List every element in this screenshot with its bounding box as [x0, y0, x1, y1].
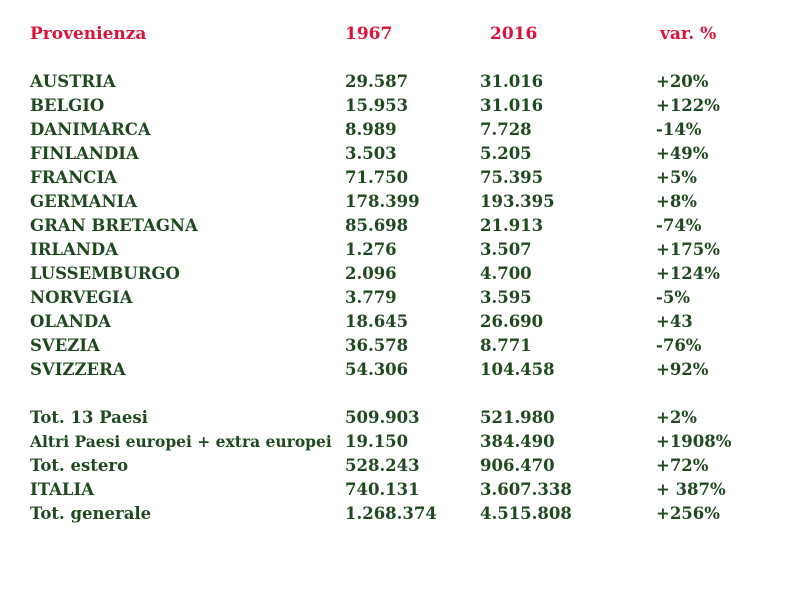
row-name: FINLANDIA — [30, 144, 139, 163]
row-value-1967: 15.953 — [345, 96, 409, 115]
row-name: SVEZIA — [30, 336, 100, 355]
header-provenienza: Provenienza — [30, 24, 147, 44]
totals-variation: +1908% — [656, 432, 732, 451]
totals-row — [0, 430, 800, 454]
row-value-2016: 31.016 — [480, 96, 544, 115]
row-variation: +20% — [656, 72, 709, 91]
row-variation: +8% — [656, 192, 697, 211]
row-name: GRAN BRETAGNA — [30, 216, 198, 235]
table-row — [0, 166, 800, 190]
row-variation: +92% — [656, 360, 709, 379]
totals-variation: +72% — [656, 456, 709, 475]
totals-value-2016: 4.515.808 — [480, 504, 572, 523]
table-row — [0, 94, 800, 118]
table-row — [0, 358, 800, 382]
row-variation: +5% — [656, 168, 697, 187]
totals-name: Altri Paesi europei + extra europei — [30, 432, 332, 451]
row-value-2016: 3.507 — [480, 240, 532, 259]
header-year-2016: 2016 — [490, 24, 538, 44]
row-value-2016: 5.205 — [480, 144, 532, 163]
row-value-2016: 8.771 — [480, 336, 532, 355]
row-variation: +43 — [656, 312, 693, 331]
row-name: AUSTRIA — [30, 72, 116, 91]
row-value-1967: 71.750 — [345, 168, 409, 187]
totals-value-1967: 1.268.374 — [345, 504, 437, 523]
row-value-2016: 3.595 — [480, 288, 532, 307]
row-value-1967: 29.587 — [345, 72, 409, 91]
row-value-1967: 3.503 — [345, 144, 397, 163]
row-variation: +124% — [656, 264, 720, 283]
row-value-2016: 104.458 — [480, 360, 555, 379]
totals-row — [0, 454, 800, 478]
row-value-1967: 85.698 — [345, 216, 409, 235]
totals-variation: + 387% — [656, 480, 726, 499]
row-value-2016: 31.016 — [480, 72, 544, 91]
row-value-1967: 8.989 — [345, 120, 397, 139]
row-value-1967: 36.578 — [345, 336, 409, 355]
totals-name: Tot. generale — [30, 504, 152, 523]
row-variation: +122% — [656, 96, 720, 115]
row-value-2016: 4.700 — [480, 264, 532, 283]
totals-value-2016: 3.607.338 — [480, 480, 572, 499]
row-name: GERMANIA — [30, 192, 138, 211]
table-row — [0, 70, 800, 94]
row-value-2016: 193.395 — [480, 192, 555, 211]
table-row — [0, 310, 800, 334]
table-row — [0, 190, 800, 214]
row-variation: +49% — [656, 144, 709, 163]
table-row — [0, 238, 800, 262]
totals-value-1967: 528.243 — [345, 456, 420, 475]
row-value-1967: 178.399 — [345, 192, 420, 211]
totals-variation: +2% — [656, 408, 697, 427]
row-value-2016: 7.728 — [480, 120, 532, 139]
totals-value-1967: 740.131 — [345, 480, 420, 499]
row-name: SVIZZERA — [30, 360, 126, 379]
row-name: OLANDA — [30, 312, 111, 331]
row-variation: -5% — [656, 288, 691, 307]
totals-value-2016: 521.980 — [480, 408, 555, 427]
row-name: IRLANDA — [30, 240, 119, 259]
row-value-2016: 21.913 — [480, 216, 544, 235]
table-row — [0, 262, 800, 286]
table-row — [0, 334, 800, 358]
table-row — [0, 118, 800, 142]
row-name: FRANCIA — [30, 168, 117, 187]
row-value-2016: 75.395 — [480, 168, 544, 187]
header-year-1967: 1967 — [345, 24, 393, 44]
row-variation: -76% — [656, 336, 702, 355]
row-name: DANIMARCA — [30, 120, 151, 139]
totals-value-1967: 509.903 — [345, 408, 420, 427]
row-value-1967: 3.779 — [345, 288, 397, 307]
row-variation: +175% — [656, 240, 720, 259]
row-name: BELGIO — [30, 96, 105, 115]
table-row — [0, 214, 800, 238]
table-row — [0, 142, 800, 166]
totals-value-1967: 19.150 — [345, 432, 409, 451]
totals-row — [0, 406, 800, 430]
row-value-1967: 18.645 — [345, 312, 409, 331]
row-value-1967: 2.096 — [345, 264, 397, 283]
table-header — [0, 22, 800, 46]
row-variation: -74% — [656, 216, 702, 235]
header-variation: var. % — [660, 24, 717, 44]
totals-value-2016: 906.470 — [480, 456, 555, 475]
row-name: NORVEGIA — [30, 288, 133, 307]
totals-variation: +256% — [656, 504, 720, 523]
table-row — [0, 286, 800, 310]
totals-value-2016: 384.490 — [480, 432, 555, 451]
totals-name: ITALIA — [30, 480, 95, 499]
totals-name: Tot. 13 Paesi — [30, 408, 148, 427]
row-value-2016: 26.690 — [480, 312, 544, 331]
totals-row — [0, 502, 800, 526]
row-variation: -14% — [656, 120, 702, 139]
row-name: LUSSEMBURGO — [30, 264, 180, 283]
totals-row — [0, 478, 800, 502]
row-value-1967: 1.276 — [345, 240, 397, 259]
totals-name: Tot. estero — [30, 456, 129, 475]
row-value-1967: 54.306 — [345, 360, 409, 379]
